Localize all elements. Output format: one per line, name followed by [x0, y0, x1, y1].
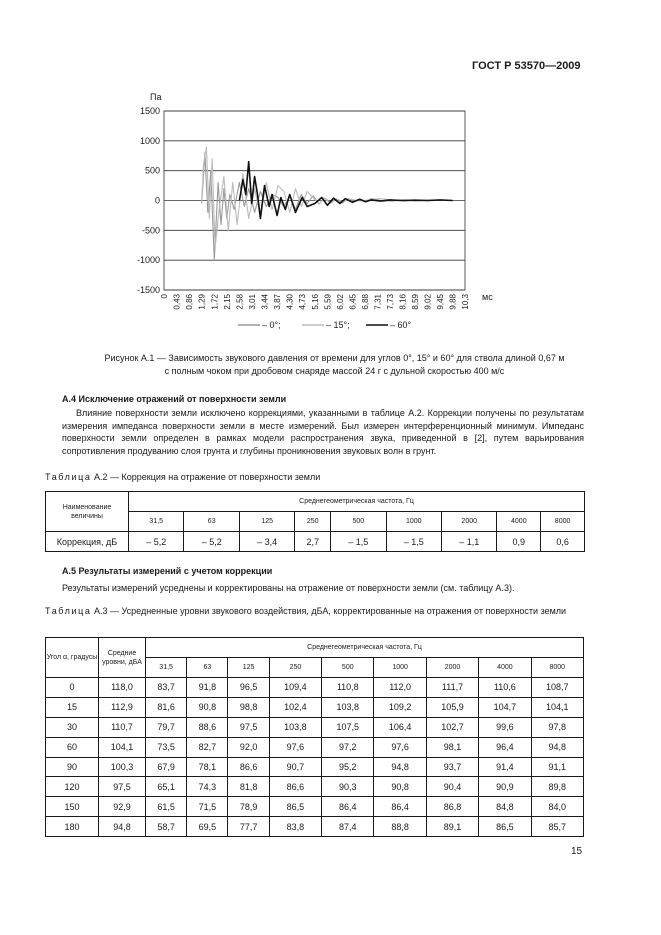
section-a4-title: А.4 Исключение отражений от поверхности земли: [62, 394, 287, 404]
table-a3-cell: 74,3: [187, 777, 228, 797]
table-a3-freq-header: Среднегеометрическая частота, Гц: [146, 638, 584, 658]
table-a3-cell: 90,4: [426, 777, 478, 797]
table-a3-cell: 90,9: [479, 777, 531, 797]
table-a3-cell: 89,1: [426, 817, 478, 837]
table-a3-cell: 109,2: [374, 697, 426, 717]
table-a2-freq-cell: 250: [295, 512, 331, 532]
table-a3-cell: 102,7: [426, 717, 478, 737]
table-a3-cell: 30: [46, 717, 99, 737]
y-tick-label: 0: [154, 195, 160, 206]
table-a3-cell: 106,4: [374, 717, 426, 737]
table-a3-cell: 86,4: [322, 797, 374, 817]
table-a3-cell: 150: [46, 797, 99, 817]
table-a2-value-cell: – 1,5: [331, 532, 386, 552]
table-a3-cell: 89,8: [531, 777, 583, 797]
x-tick-label: 3,44: [260, 294, 270, 310]
y-axis-ticks: [137, 106, 160, 295]
table-a3-cell: 98,1: [426, 737, 478, 757]
table-a3-cell: 94,8: [531, 737, 583, 757]
table-a3-cell: 81,8: [228, 777, 269, 797]
table-a2-freq-cell: 125: [239, 512, 294, 532]
table-a2-value-cell: – 3,4: [239, 532, 294, 552]
table-a3-cell: 92,9: [99, 797, 146, 817]
x-tick-label: 10,3: [461, 294, 470, 310]
table-a3-caption-prefix: Таблица: [45, 606, 92, 616]
table-a2-value-cell: – 5,2: [129, 532, 184, 552]
table-a3-cell: 105,9: [426, 697, 478, 717]
table-a3-cell: 96,4: [479, 737, 531, 757]
table-a3-cell: 97,5: [228, 717, 269, 737]
x-tick-label: 6,45: [348, 294, 358, 310]
table-a3-cell: 97,8: [531, 717, 583, 737]
table-a3-cell: 104,1: [531, 697, 583, 717]
table-a3-freq-cell: 250: [269, 658, 321, 678]
x-tick-label: 7,73: [385, 294, 395, 310]
table-a3-cell: 97,6: [269, 737, 321, 757]
table-a3-cell: 99,6: [479, 717, 531, 737]
table-a2: [45, 491, 585, 552]
table-a3-cell: 112,0: [374, 678, 426, 698]
x-tick-label: 6,02: [335, 294, 345, 310]
table-a3-cell: 83,7: [146, 678, 187, 698]
table-a3-cell: 110,6: [479, 678, 531, 698]
table-a3-cell: 83,8: [269, 817, 321, 837]
section-a4-text: Влияние поверхности земли исключено коррекциями, указанными в таблице А.2. Коррекции получены по результатам измерения импеданса поверхности земли в месте измерений. Был измерен интерференционный минимум. Импеданс поверхности земли определен в рамках модели распространения звука, приведенной в [2], путем варьирования сопротивления продуванию слоя грунта и глубины проникновения звуковых волн в грунт.: [62, 408, 584, 456]
table-a2-freq-header: Среднегеометрическая частота, Гц: [129, 492, 585, 512]
table-a3-cell: 103,8: [269, 717, 321, 737]
table-a3-row: [46, 678, 584, 698]
series-line: [239, 162, 452, 219]
table-a2-freq-cell: 4000: [497, 512, 541, 532]
table-a3-cell: 60: [46, 737, 99, 757]
chart-legend: [238, 320, 412, 330]
table-a3-cell: 86,5: [269, 797, 321, 817]
chart-series: [202, 147, 453, 260]
table-a2-caption-prefix: Таблица: [45, 472, 92, 482]
table-a3-freq-cell: 1000: [374, 658, 426, 678]
table-a3-freq-cell: 2000: [426, 658, 478, 678]
x-tick-label: 9,02: [423, 294, 433, 310]
table-a3-cell: 120: [46, 777, 99, 797]
table-a2-freq-cell: 2000: [441, 512, 496, 532]
table-a3-cell: 90,3: [322, 777, 374, 797]
table-a3-cell: 65,1: [146, 777, 187, 797]
table-a3-cell: 90,7: [269, 757, 321, 777]
table-a3-cell: 82,7: [187, 737, 228, 757]
table-a2-value-cell: 2,7: [295, 532, 331, 552]
table-a3-cell: 104,1: [99, 737, 146, 757]
x-tick-label: 2,15: [222, 294, 232, 310]
table-a3-freq-cell: 125: [228, 658, 269, 678]
table-a3-freq-cell: 31,5: [146, 658, 187, 678]
x-tick-label: 1,29: [197, 294, 207, 310]
table-a3-cell: 95,2: [322, 757, 374, 777]
table-a2-value-cell: 0,9: [497, 532, 541, 552]
table-a3-cell: 86,5: [479, 817, 531, 837]
table-a3-cell: 69,5: [187, 817, 228, 837]
table-a3-cell: 97,5: [99, 777, 146, 797]
table-a3-cell: 91,1: [531, 757, 583, 777]
x-tick-label: 5,16: [310, 294, 320, 310]
table-a3-freq-cell: 63: [187, 658, 228, 678]
x-tick-label: 2,58: [235, 294, 245, 310]
table-a3-cell: 93,7: [426, 757, 478, 777]
x-axis-ticks: [160, 293, 470, 309]
table-a3-avg-header: Средние уровни, дБА: [99, 638, 146, 678]
x-tick-label: 3,01: [247, 294, 257, 310]
table-a3-cell: 90: [46, 757, 99, 777]
figure-caption: [62, 352, 607, 378]
table-a3-cell: 90,8: [374, 777, 426, 797]
table-a3-cell: 73,5: [146, 737, 187, 757]
x-tick-label: 3,87: [273, 294, 283, 310]
table-a3-cell: 58,7: [146, 817, 187, 837]
table-a2-freq-cell: 31,5: [129, 512, 184, 532]
x-tick-label: 1,72: [210, 294, 220, 310]
y-tick-label: -1000: [136, 255, 160, 266]
table-a3-cell: 110,7: [99, 717, 146, 737]
table-a3-cell: 100,3: [99, 757, 146, 777]
x-tick-label: 6,88: [361, 294, 371, 310]
x-axis-unit: мс: [482, 292, 493, 302]
table-a2-value-cell: – 1,5: [386, 532, 441, 552]
table-a3-cell: 86,6: [269, 777, 321, 797]
table-a3-cell: 104,7: [479, 697, 531, 717]
table-a3-cell: 71,5: [187, 797, 228, 817]
y-tick-label: -500: [141, 225, 160, 236]
document-number: ГОСТ Р 53570—2009: [472, 60, 581, 72]
table-a2-value-cell: – 5,2: [184, 532, 239, 552]
table-a3-freq-cell: 500: [322, 658, 374, 678]
table-a3-cell: 84,8: [479, 797, 531, 817]
page-number: 15: [571, 846, 583, 857]
x-tick-label: 0,43: [172, 294, 182, 310]
table-a3-cell: 107,5: [322, 717, 374, 737]
table-a2-caption: [45, 472, 320, 482]
table-a3-cell: 86,6: [228, 757, 269, 777]
table-a3-cell: 79,7: [146, 717, 187, 737]
table-a3-cell: 97,2: [322, 737, 374, 757]
y-tick-label: -1500: [136, 285, 160, 295]
figure-caption-line2: с полным чоком при дробовом снаряде массой 24 г с дульной скоростью 400 м/с: [164, 366, 505, 376]
table-a2-freq-cell: 63: [184, 512, 239, 532]
table-a3-cell: 91,4: [479, 757, 531, 777]
x-tick-label: 9,88: [448, 294, 458, 310]
table-a3-cell: 15: [46, 697, 99, 717]
y-tick-label: 500: [144, 165, 160, 176]
table-a3-cell: 78,1: [187, 757, 228, 777]
table-a3-cell: 87,4: [322, 817, 374, 837]
table-a3-row: [46, 697, 584, 717]
y-axis-unit: Па: [150, 92, 162, 102]
table-a3-cell: 86,8: [426, 797, 478, 817]
section-a5-title: А.5 Результаты измерений с учетом коррекции: [62, 566, 273, 576]
table-a3-cell: 180: [46, 817, 99, 837]
table-a3-cell: 109,4: [269, 678, 321, 698]
table-a3-cell: 88,6: [187, 717, 228, 737]
x-tick-label: 4,73: [298, 294, 308, 310]
pressure-time-chart: [130, 88, 500, 343]
table-a2-row-label: Коррекция, дБ: [46, 532, 129, 552]
x-tick-label: 9,45: [436, 294, 446, 310]
table-a2-caption-text: А.2 — Коррекция на отражение от поверхности земли: [91, 472, 321, 482]
table-a3-row: [46, 717, 584, 737]
table-a3-cell: 86,4: [374, 797, 426, 817]
table-a3-cell: 112,9: [99, 697, 146, 717]
legend-label: – 60°: [390, 320, 412, 330]
table-a3-cell: 91,8: [187, 678, 228, 698]
table-a3-cell: 97,6: [374, 737, 426, 757]
table-a3-caption: [45, 605, 585, 618]
series-line: [202, 147, 451, 248]
table-a3-cell: 0: [46, 678, 99, 698]
table-a3-cell: 61,5: [146, 797, 187, 817]
table-a3-row: [46, 757, 584, 777]
figure-caption-line1: Рисунок А.1 — Зависимость звукового давления от времени для углов 0°, 15° и 60° для ствола длиной 0,67 м: [104, 353, 565, 363]
x-tick-label: 5,59: [323, 294, 333, 310]
table-a2-value-cell: – 1,1: [441, 532, 496, 552]
table-a3-freq-cell: 4000: [479, 658, 531, 678]
table-a3-row: [46, 797, 584, 817]
table-a2-freq-cell: 1000: [386, 512, 441, 532]
table-a3-cell: 108,7: [531, 678, 583, 698]
table-a3: [45, 637, 584, 837]
table-a3-cell: 98,8: [228, 697, 269, 717]
table-a2-freq-cell: 8000: [541, 512, 585, 532]
table-a3-cell: 118,0: [99, 678, 146, 698]
table-a2-name-header: Наименование величины: [46, 492, 129, 532]
table-a3-cell: 81,6: [146, 697, 187, 717]
table-a3-cell: 85,7: [531, 817, 583, 837]
y-tick-label: 1000: [139, 135, 160, 146]
table-a3-caption-text: А.3 — Усредненные уровни звукового воздействия, дБА, корректированные на отражения от поверхности земли: [91, 606, 567, 616]
table-a3-cell: 77,7: [228, 817, 269, 837]
y-tick-label: 1500: [139, 106, 160, 116]
x-tick-label: 0: [160, 294, 169, 299]
table-a3-cell: 103,8: [322, 697, 374, 717]
table-a3-row: [46, 737, 584, 757]
table-a3-cell: 78,9: [228, 797, 269, 817]
table-a3-cell: 111,7: [426, 678, 478, 698]
table-a3-cell: 90,8: [187, 697, 228, 717]
x-tick-label: 0,86: [185, 294, 195, 310]
table-a3-cell: 96,5: [228, 678, 269, 698]
x-tick-label: 8,59: [411, 294, 421, 310]
table-a2-value-cell: 0,6: [541, 532, 585, 552]
legend-label: – 0°;: [262, 320, 281, 330]
table-a3-freq-cell: 8000: [531, 658, 583, 678]
x-tick-label: 8,16: [398, 294, 408, 310]
table-a3-cell: 67,9: [146, 757, 187, 777]
x-tick-label: 7,31: [373, 294, 383, 310]
table-a3-cell: 94,8: [374, 757, 426, 777]
table-a3-row: [46, 777, 584, 797]
x-tick-label: 4,30: [285, 294, 295, 310]
legend-label: – 15°;: [326, 320, 350, 330]
table-a3-cell: 102,4: [269, 697, 321, 717]
table-a3-cell: 94,8: [99, 817, 146, 837]
table-a2-freq-cell: 500: [331, 512, 386, 532]
table-a3-cell: 110,8: [322, 678, 374, 698]
table-a3-angle-header: Угол α, градусы: [46, 638, 99, 678]
table-a3-cell: 84,0: [531, 797, 583, 817]
table-a3-cell: 88,8: [374, 817, 426, 837]
section-a5-text: Результаты измерений усреднены и корректированы на отражение от поверхности земли (см. таблицу А.3).: [62, 583, 515, 593]
table-a3-row: [46, 817, 584, 837]
table-a3-cell: 92,0: [228, 737, 269, 757]
